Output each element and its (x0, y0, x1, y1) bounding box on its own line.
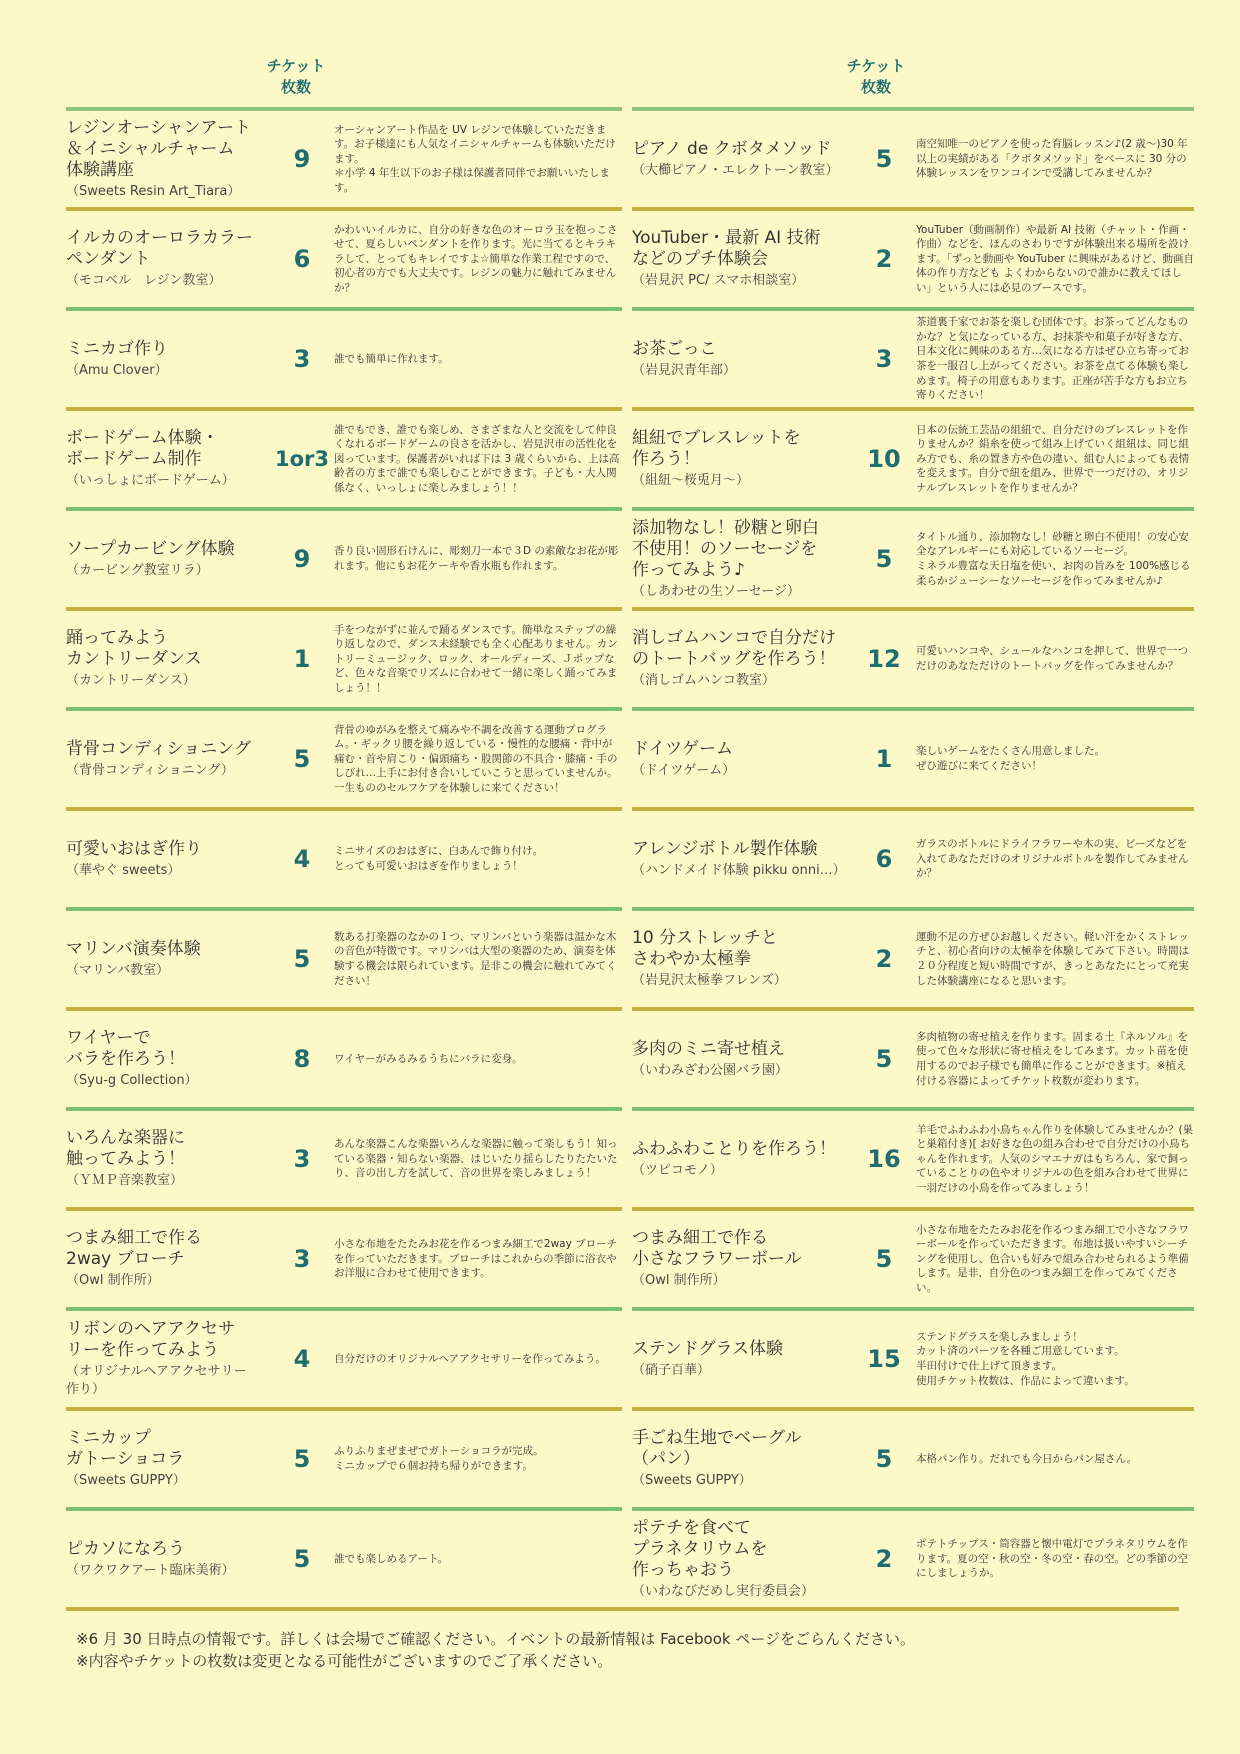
event-organizer: （いわみざわ公園バラ園） (632, 1062, 789, 1078)
event-title-block (66, 228, 270, 290)
event-description: オーシャンアート作品を UV レジンで体験していただきます。お子様達にも人気なイニシャルチャームも体験いただけます。 ＊小学 4 年生以下のお子様は保護者同伴でお願いいたします。 (334, 123, 616, 194)
event-row (66, 507, 622, 607)
event-description: 茶道裏千家でお茶を楽しむ団体です。お茶ってどんなものかな？と気になっている方、お抹茶や和菓子が好きな方、日本文化に興味のある方…気になる方はぜひ立ち寄ってお茶を一服召し上がってください。お茶を点てる体験も楽しめます。椅子の用意もあります。正座が苦手な方もお立ち寄りください！ (916, 316, 1189, 402)
event-organizer: （カービング教室リラ） (66, 562, 209, 578)
event-row (66, 1407, 622, 1507)
event-row (66, 707, 622, 807)
event-organizer: （ワクワクアート臨床美術） (66, 1562, 235, 1578)
event-row (632, 1407, 1194, 1507)
event-title-block (66, 1319, 270, 1399)
ticket-count-header-left: チケット 枚数 (266, 57, 326, 96)
event-title-block (632, 928, 852, 990)
event-row (632, 1207, 1194, 1307)
event-organizer: （華やぐ sweets） (66, 862, 181, 878)
event-title: ドイツゲーム (632, 738, 733, 759)
event-organizer: （ツピコモノ） (632, 1162, 723, 1178)
event-row (66, 1207, 622, 1307)
ticket-count: 2 (875, 945, 893, 973)
event-title: 背骨コンディショニング (66, 738, 251, 759)
event-description: ミニサイズのおはぎに、白あんで飾り付け。 とっても可愛いおはぎを作りましょう！ (334, 845, 544, 872)
event-title: 手ごね生地でベーグル （パン） (632, 1428, 802, 1469)
event-title-block (632, 1039, 852, 1080)
event-row (632, 107, 1194, 207)
ticket-count: 1 (875, 745, 893, 773)
event-row (66, 1307, 622, 1407)
event-row (632, 1507, 1194, 1607)
event-description: 多肉植物の寄せ植えを作ります。固まる土『ネルソル』を使って色々な形状に寄せ植えをしてみます。カット苗を使用するのでお子様でも簡単に作ることができます。※植え付ける容器によってチケット枚数が変わります。 (916, 1030, 1189, 1087)
event-row (632, 1007, 1194, 1107)
ticket-count: 8 (293, 1045, 311, 1073)
event-organizer: （大櫛ピアノ・エレクトーン教室） (632, 162, 839, 178)
event-row (66, 307, 622, 407)
ticket-count: 5 (875, 1445, 893, 1473)
ticket-count: 16 (867, 1145, 901, 1173)
ticket-count: 3 (293, 1145, 311, 1173)
event-organizer: （Owl 制作所） (632, 1273, 726, 1288)
event-row (632, 607, 1194, 707)
footnote-2: ※内容やチケットの枚数は変更となる可能性がございますのでご了承ください。 (76, 1652, 613, 1670)
event-row (66, 1107, 622, 1207)
event-row (66, 907, 622, 1007)
event-title: マリンバ演奏体験 (66, 938, 201, 959)
ticket-count: 10 (867, 445, 901, 473)
event-row (66, 1007, 622, 1107)
event-description: あんな楽器こんな楽器いろんな楽器に触って楽しもう！知っている楽器・知らない楽器、はじいたり揺らしたりたたいたり、音の出し方を試して、音の世界を楽しみましょう！ (334, 1138, 618, 1180)
ticket-count: 5 (875, 1045, 893, 1073)
ticket-count: 9 (293, 145, 311, 173)
event-organizer: （いっしょにボードゲーム） (66, 473, 235, 488)
ticket-count: 9 (293, 545, 311, 573)
event-description: 誰でもでき、誰でも楽しめ、さまざまな人と交流をして仲良くなれるボードゲームの良さを活かし、岩見沢市の活性化を図っています。保護者がいれば下は 3 歳くらいから、上は高齢者の方まで誰でも楽しむことができます。子ども・大人関係なく、いっしょに楽しみましょう！！ (334, 423, 620, 494)
event-title: 添加物なし！砂糖と卵白 不使用！のソーセージを 作ってみよう♪ (632, 517, 819, 580)
event-title: リボンのヘアアクセサ リーを作ってみよう (66, 1319, 235, 1360)
event-title-block (66, 1228, 270, 1290)
ticket-count: 5 (875, 145, 893, 173)
event-organizer: （Sweets GUPPY） (632, 1473, 752, 1488)
event-description: 誰でも楽しめるアート。 (334, 1552, 449, 1565)
event-title-block (632, 228, 852, 290)
event-row (632, 1307, 1194, 1407)
event-description: ふりふりまぜまぜでガトーショコラが完成。 ミニカップで６個お持ち帰りができます。 (334, 1445, 544, 1472)
ticket-count: 5 (875, 545, 893, 573)
event-title: つまみ細工で作る 2way ブローチ (66, 1228, 202, 1269)
event-title-block (66, 1428, 270, 1490)
ticket-count: 15 (867, 1345, 901, 1373)
event-title: 10 分ストレッチと さわやか太極拳 (632, 928, 778, 969)
event-organizer: （カントリーダンス） (66, 673, 196, 688)
ticket-count: 5 (875, 1245, 893, 1273)
event-organizer: （Syu-g Collection） (66, 1073, 198, 1088)
event-title-block (632, 139, 852, 180)
event-row (66, 607, 622, 707)
bottom-divider (66, 1607, 1179, 1611)
event-description: 背骨のゆがみを整えて痛みや不調を改善する運動プログラム。・ギックリ腰を繰り返している・慢性的な腰痛・背中が痛む・首や肩こり・偏頭痛ち・股関節の不具合・膝痛・手のしびれ…上手にお付き合いしていこうと思っていませんか。一生もののセルフケアを体験しに来てください！ (334, 723, 618, 794)
event-description: 手をつながずに並んで踊るダンスです。簡単なステップの繰り返しなので、ダンス未経験でも全く心配ありません。カントリーミュージック、ロック、オールディーズ、Ｊポップなど、色々な音楽でリズムに合わせて一緒に楽しく踊ってみましょう！！ (334, 623, 618, 694)
event-list-right (632, 107, 1194, 1607)
footnotes (76, 1628, 915, 1672)
ticket-count-header-right: チケット 枚数 (846, 57, 906, 96)
event-title-block (632, 518, 852, 601)
event-title: ミニカゴ作り (66, 338, 168, 359)
event-organizer: （マリンバ教室） (66, 962, 170, 978)
event-organizer: （岩見沢青年部） (632, 362, 737, 378)
event-organizer: （ハンドメイド体験 pikku onni…） (632, 862, 846, 878)
event-row (66, 1507, 622, 1607)
event-title: お茶ごっこ (632, 338, 717, 359)
event-organizer: （硝子百華） (632, 1362, 711, 1378)
ticket-count: 5 (293, 945, 311, 973)
event-title-block (66, 939, 270, 980)
event-organizer: （消しゴムハンコ教室） (632, 673, 776, 688)
event-description: 羊毛でふわふわ小鳥ちゃん作りを体験してみませんか？(巣と巣箱付き)[ お好きな色の組み合わせで自分だけの小鳥ちゃんを作れます。人気のシマエナガはもちろん、家で飼っていることりの色やオリジナルの色を組み合わせて世界に一羽だけの小鳥を作ってみましょう！ (916, 1123, 1194, 1194)
event-row (632, 1107, 1194, 1207)
event-description: ワイヤーがみるみるうちにバラに変身。 (334, 1052, 523, 1065)
event-title-block (632, 1428, 852, 1490)
event-title-block (66, 1539, 270, 1580)
event-title: ステンドグラス体験 (632, 1338, 783, 1359)
event-description: 本格パン作り。だれでも今日からパン屋さん。 (916, 1452, 1138, 1465)
event-description: ポテトチップス・筒容器と懐中電灯でプラネタリウムを作ります。夏の空・秋の空・冬の空・春の空。どの季節の空にしましょうか。 (916, 1538, 1189, 1580)
event-organizer: （しあわせの生ソーセージ） (632, 583, 800, 599)
event-title: YouTuber・最新 AI 技術 などのプチ体験会 (632, 228, 821, 269)
event-description: 日本の伝統工芸品の組紐で、自分だけのブレスレットを作りませんか？絹糸を使って組み上げていく組紐は、同じ組み方でも、糸の置き方や色の違い、組む人によっても表情を変えます。自分で紐を組み、世界で一つだけの、オリジナルブレスレットを作りませんか？ (916, 423, 1189, 494)
event-title: ミニカップ ガトーショコラ (66, 1428, 185, 1469)
ticket-count: 1 (293, 645, 311, 673)
event-row (632, 407, 1194, 507)
event-title-block (66, 339, 270, 380)
event-title-block (66, 539, 270, 580)
event-row (66, 807, 622, 907)
ticket-count: 3 (293, 345, 311, 373)
event-description: 南空知唯一のピアノを使った育脳レッスン♪(2 歳～)30 年以上の実績がある「クボタメソッド」をベースに 30 分の体験レッスンをワンコインで受講してみませんか？ (916, 138, 1188, 180)
ticket-count: 5 (293, 1445, 311, 1473)
event-description: 数ある打楽器のなかの１つ、マリンバという楽器は温かな木の音色が特徴です。マリンバは大型の楽器のため、演奏を体験する機会は限られています。是非この機会に触れてみてください！ (334, 930, 617, 987)
event-title-block (66, 1128, 270, 1190)
ticket-count: 5 (293, 745, 311, 773)
event-description: 可愛いハンコや、シュールなハンコを押して、世界で一つだけのあなただけのトートバッグを作ってみませんか？ (916, 645, 1189, 672)
event-description: かわいいイルカに、自分の好きな色のオーロラ玉を抱っこさせて、夏らしいペンダントを作ります。光に当てるとキラキラして、とってもキレイですよ☆簡単な作業工程ですので、初心者の方でも大丈夫です。レジンの魅力に触れてみませんか？ (334, 223, 618, 294)
event-description: 誰でも簡単に作れます。 (334, 352, 449, 365)
event-description: タイトル通り、添加物なし！砂糖と卵白不使用！の安心安全なアレルギーにも対応しているソーセージ。 ミネラル豊富な天日塩を使い、お肉の旨みを 100%感じる柔らかジューシーなソーセージを作ってみませんか♪ (916, 530, 1191, 587)
ticket-count: 4 (293, 845, 311, 873)
ticket-count: 12 (867, 645, 901, 673)
event-description: 楽しいゲームをたくさん用意しました。 ぜひ遊びに来てください！ (916, 745, 1105, 772)
event-row (632, 207, 1194, 307)
event-title: 踊ってみよう カントリーダンス (66, 628, 202, 669)
event-description: 小さな布地をたたみお花を作るつまみ細工で2way ブローチを作っていただきます。ブローチはこれからの季節に浴衣やお洋服に合わせて使用できます。 (334, 1238, 618, 1280)
event-list-left (66, 107, 622, 1607)
event-title: つまみ細工で作る 小さなフラワーボール (632, 1228, 802, 1269)
event-title-block (632, 1518, 852, 1601)
event-row (632, 907, 1194, 1007)
event-organizer: （岩見沢太極拳フレンズ） (632, 973, 787, 988)
event-title: ふわふわことりを作ろう！ (632, 1138, 836, 1159)
event-title: 多肉のミニ寄せ植え (632, 1038, 785, 1059)
event-title-block (66, 1028, 270, 1090)
event-organizer: （Sweets Resin Art_Tiara） (66, 183, 241, 199)
event-title-block (632, 1228, 852, 1290)
event-title: 組紐でブレスレットを 作ろう！ (632, 428, 801, 469)
event-title: ピアノ de クボタメソッド (632, 138, 832, 159)
event-organizer: （Amu Clover） (66, 362, 168, 378)
event-description: 小さな布地をたたみお花を作るつまみ細工で小さなフラワーボールを作っていただきます。布地は扱いやすいシーチングを使用し、色合いも好みで組み合わせられるよう準備します。是非、自分色のつまみ細工を作ってみてください。 (916, 1223, 1189, 1294)
event-title-block (66, 739, 270, 780)
event-title: ピカソになろう (66, 1538, 185, 1559)
event-title-block (66, 628, 270, 690)
event-organizer: （ドイツゲーム） (632, 762, 736, 778)
event-description: 運動不足の方ぜひお越しください。軽い汗をかくストレッチと、初心者向けの太極拳を体験してみて下さい。時間は２０分程度と短い時間ですが、きっとあなたにとって充実した体験講座になると思います。 (916, 930, 1189, 987)
event-title: ポテチを食べて プラネタリウムを 作っちゃおう (632, 1517, 768, 1580)
event-organizer: （モコベル レジン教室） (66, 273, 222, 288)
event-organizer: （ＹＭＰ音楽教室） (66, 1173, 184, 1188)
event-organizer: （背骨コンディショニング） (66, 762, 234, 778)
event-title-block (632, 628, 852, 690)
event-description: YouTuber（動画制作）や最新 AI 技術（チャット・作画・作曲）などを、ほんのさわりですが体験出来る場所を設けます。「ずっと動画や YouTuber に興味があるけど、動画自体の作り方なども よくわからないので誰かに教えてほしい」という人には必見のブースです。 (916, 223, 1194, 294)
event-title-block (66, 428, 270, 490)
event-title: ワイヤーで バラを作ろう！ (66, 1028, 185, 1069)
event-title: イルカのオーロラカラー ペンダント (66, 228, 253, 269)
ticket-count: 6 (293, 245, 311, 273)
event-description: ガラスのボトルにドライフラワーや木の実、ビーズなどを入れてあなただけのオリジナルボトルを製作してみませんか？ (916, 838, 1189, 880)
event-description: ステンドグラスを楽しみましょう！ カット済のパーツを各種ご用意しています。 半田付けで仕上げて頂きます。 使用チケット枚数は、作品によって違います。 (916, 1330, 1135, 1387)
event-row (66, 207, 622, 307)
event-title-block (632, 839, 852, 880)
event-title-block (632, 428, 852, 490)
event-title: ソープカービング体験 (66, 538, 235, 559)
event-title-block (632, 1339, 852, 1380)
event-title: いろんな楽器に 触ってみよう！ (66, 1128, 185, 1169)
event-row (632, 807, 1194, 907)
event-organizer: （Sweets GUPPY） (66, 1473, 186, 1488)
ticket-count: 2 (875, 245, 893, 273)
footnote-1: ※6 月 30 日時点の情報です。詳しくは会場でご確認ください。イベントの最新情報は Facebook ページをごらんください。 (76, 1630, 916, 1648)
event-organizer: （組紐～桜兎月～） (632, 473, 750, 488)
event-title-block (632, 339, 852, 380)
ticket-count: 1or3 (274, 447, 329, 471)
event-description: 自分だけのオリジナルヘアアクセサリーを作ってみよう。 (334, 1352, 606, 1365)
ticket-count: 5 (293, 1545, 311, 1573)
event-row (66, 107, 622, 207)
event-row (632, 707, 1194, 807)
event-title: 可愛いおはぎ作り (66, 838, 202, 859)
event-title: ボードゲーム体験・ ボードゲーム制作 (66, 428, 219, 469)
event-row (66, 407, 622, 507)
event-organizer: （オリジナルヘアアクセサリー 作り） (66, 1364, 247, 1397)
ticket-count: 3 (293, 1245, 311, 1273)
event-title-block (632, 1139, 852, 1180)
event-title: 消しゴムハンコで自分だけ のトートバッグを作ろう！ (632, 628, 836, 669)
event-row (632, 307, 1194, 407)
event-title-block (66, 118, 270, 201)
ticket-count: 2 (875, 1545, 893, 1573)
event-title: アレンジボトル製作体験 (632, 838, 818, 859)
ticket-count: 3 (875, 345, 893, 373)
event-row (632, 507, 1194, 607)
event-organizer: （いわなびだめし実行委員会） (632, 1583, 815, 1599)
event-description: 香り良い固形石けんに、彫刻刀一本で３D の素敵なお花が彫れます。他にもお花ケーキや香水瓶も作れます。 (334, 545, 619, 572)
ticket-count: 6 (875, 845, 893, 873)
ticket-count: 4 (293, 1345, 311, 1373)
event-title-block (632, 739, 852, 780)
event-organizer: （岩見沢 PC/ スマホ相談室） (632, 273, 805, 288)
event-title-block (66, 839, 270, 880)
event-organizer: （Owl 制作所） (66, 1273, 160, 1288)
event-title: レジンオーシャンアート ＆イニシャルチャーム 体験講座 (66, 117, 251, 180)
